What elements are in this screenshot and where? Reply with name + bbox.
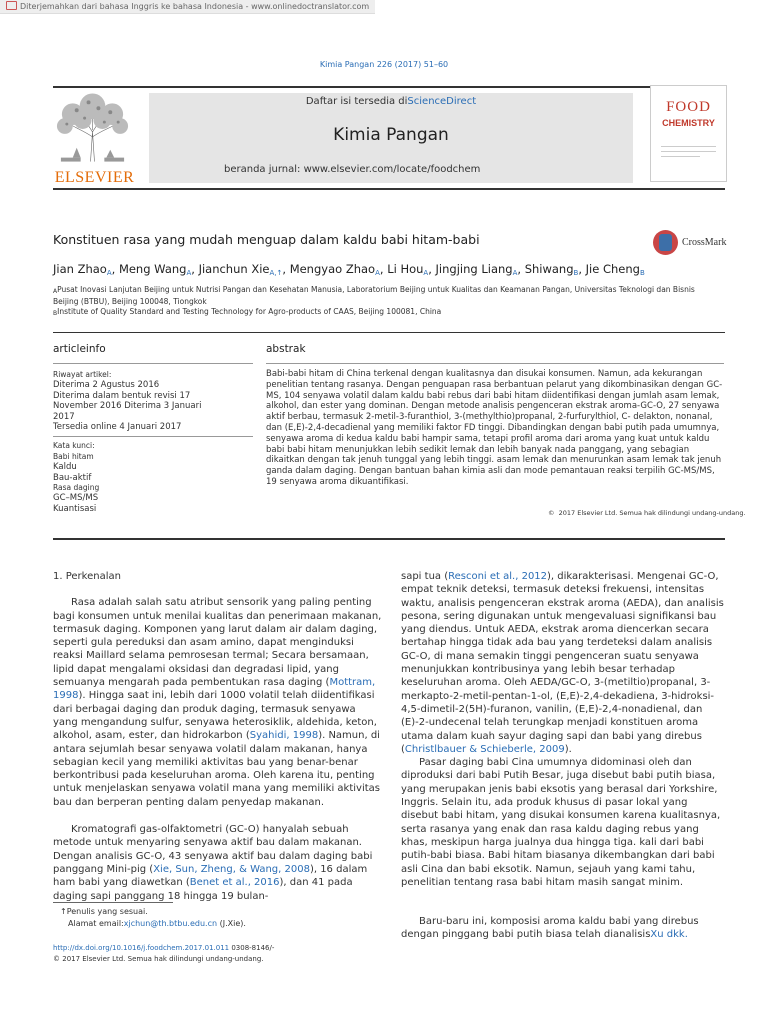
email-link[interactable]: xjchun@th.btbu.edu.cn — [123, 919, 218, 928]
reference-link[interactable]: Xie, Sun, Zheng, & Wang, 2008 — [153, 863, 310, 875]
article-title: Konstituen rasa yang mudah menguap dalam kaldu babi hitam-babi — [53, 232, 480, 247]
intro-paragraph-2: Kromatografi gas-olfaktometri (GC-O) hanyalah sebuah metode untuk menyaring senyawa aktif bau dalam makanan. Dengan analisis GC-O, 43 senyawa aktif bau dalam daging babi panggang Mini-pig (Xie, Sun, Zheng, & Wang, 2008), 16 dalam ham babi yang diawetkan (Benet et al., 2016), dan 41 pada daging sapi panggang 18 hingga 19 bulan- — [53, 824, 373, 902]
keywords-rule — [53, 436, 253, 437]
footer-copyright: © 2017 Elsevier Ltd. Semua hak dilindungi undang-undang. — [53, 955, 264, 963]
reference-link[interactable]: Syahidi, 1998 — [249, 730, 319, 742]
author[interactable]: Shiwang$_B$ — [524, 262, 579, 277]
keyword: Kuantisasi — [53, 503, 97, 514]
crossmark-icon — [653, 230, 678, 255]
keyword-list — [53, 452, 99, 514]
doi-line: http://dx.doi.org/10.1016/j.foodchem.2017.01.011 0308-8146/- — [53, 944, 275, 952]
affiliation-a: $_A$Pusat Inovasi Lanjutan Beijing untuk Nutrisi Pangan dan Kesehatan Manusia, Laboratorium Beijing untuk Kualitas dan Keamanan Pangan, Universitas Teknologi dan Bisnis Beijing (BTBU), Beijing 100048, Tiongkok — [53, 285, 695, 306]
section-heading: 1. Perkenalan — [53, 571, 121, 582]
keyword: Rasa daging — [53, 483, 100, 492]
abstract-heading: abstrak — [266, 343, 306, 355]
header-top-rule — [53, 86, 725, 88]
keyword: Babi hitam — [53, 452, 94, 461]
abstract-text: Babi-babi hitam di China terkenal dengan kualitasnya dan disukai konsumen. Namun, ada kekurangan penelitian tentang rasanya. Dengan penguapan rasa berbantuan pelarut yang dikombinasikan dengan GC-MS, 104 senyawa volatil dalam kaldu babi rebus dari babi hitam diidentifikasi dengan jumlah asam lemak, alkohol, dan ester yang dominan. Dengan metode analisis pengenceran ekstrak aroma-GC-O, 27 senyawa aktif berbau, termasuk 2-metil-3-furanthiol, 3-(methylthio)propanal, 2-furfurylthiol, C- delakton, nonanal, dan (E,E)-2,4-decadienal yang memiliki faktor FD tinggi. Dibandingkan dengan babi putih pada umumnya, senyawa aroma di kedua kaldu babi hampir sama, tetapi profil aroma dari aroma yang kuat untuk kaldu babi babi hitam menunjukkan lebih sedikit lemak dan lebih banyak nada panggang, yang sebagian dikaitkan dengan tak jenuh tunggal yang lebih tinggi. asam lemak dan menurunkan asam lemak tak jenuh ganda dalam daging. Dengan bantuan bahan kimia asli dan mode pemantauan reaksi terpilih GC-MS/MS, 19 senyawa aroma dikuantifikasi. — [266, 369, 723, 487]
footnote-rule — [53, 902, 173, 903]
abstract-bottom-rule — [53, 538, 725, 540]
banner-text: Diterjemahkan dari bahasa Inggris ke bahasa Indonesia - www.onlinedoctranslator.com — [20, 2, 370, 11]
reference-link[interactable]: Resconi et al., 2012 — [448, 571, 548, 582]
journal-citation[interactable]: Kimia Pangan 226 (2017) 51–60 — [319, 60, 449, 69]
affiliation-rule — [53, 332, 725, 333]
keyword: Bau-aktif — [53, 472, 92, 483]
author[interactable]: Jianchun Xie$_{A,↑}$ — [198, 262, 283, 277]
author[interactable]: Jingjing Liang$_A$ — [435, 262, 518, 277]
affiliation-b: $_B$Institute of Quality Standard and Testing Technology for Agro-products of CAAS, Beijing 100081, China — [53, 307, 442, 317]
keyword: Kaldu — [53, 462, 77, 472]
elsevier-tree-icon — [53, 92, 132, 164]
author[interactable]: Meng Wang$_A$ — [118, 262, 192, 277]
cover-title-food: FOOD — [666, 99, 711, 115]
author[interactable]: Jie Cheng$_B$ — [585, 262, 645, 277]
author[interactable]: Mengyao Zhao$_A$ — [289, 262, 380, 277]
intro-left-column — [53, 570, 383, 903]
article-history: Diterima 2 Agustus 2016 Diterima dalam bentuk revisi 17 November 2016 Diterima 3 Januari 2017 Tersedia online 4 Januari 2017 — [53, 380, 202, 432]
journal-header-box — [149, 93, 633, 183]
intro-right-column — [401, 570, 727, 942]
journal-title: Kimia Pangan — [333, 125, 449, 145]
intro-paragraph-3: sapi tua (Resconi et al., 2012), dikarakterisasi. Mengenai GC-O, empat teknik deteksi, termasuk deteksi frekuensi, intensitas waktu, analisis pengenceran ekstrak aroma (AEDA), dan analisis pesona, sering digunakan untuk mengevaluasi signifikansi bau yang diendus. Untuk AEDA, ekstrak aroma diencerkan secara bertahap hingga tidak ada bau yang terdeteksi dalam analisis GC-O, di mana semakin tinggi pengenceran suatu senyawa menunjukkan kontribusinya yang lebih besar terhadap keseluruhan aroma. Oleh AEDA/GC-O, 3-(metiltio)propanal, 3-merkapto-2-metil-pentan-1-ol, (E,E)-2,4-dekadiena, 3-hidroksi-4,5-dimetil-2(5H)-furanon, vanilin, (E,E)-2,4-nonadienal, dan (E)-2-undecenal telah terungkap menjadi konstituen aroma utama dalam kuah sayur daging sapi dan babi yang direbus (Christlbauer & Schieberle, 2009). — [401, 571, 724, 755]
crossmark-label: CrossMark — [682, 237, 727, 248]
reference-link[interactable]: Xu dkk. — [650, 929, 688, 941]
translation-banner[interactable] — [0, 0, 375, 14]
email-note: Alamat email:xjchun@th.btbu.edu.cn (J.Xie). — [68, 919, 246, 928]
intro-paragraph-1: Rasa adalah salah satu atribut sensorik yang paling penting bagi konsumen untuk menilai kualitas dan penerimaan makanan, termasuk daging. Komponen yang larut dalam air dalam daging, seperti gula pereduksi dan asam amino, dapat menginduksi reaksi Maillard selama pemrosesan termal; Secara bersamaan, lipid dapat mengalami oksidasi dan degradasi lipid, yang semuanya mengarah pada pembentukan rasa daging (Mottram, 1998). Hingga saat ini, lebih dari 1000 volatil telah diidentifikasi dari berbagai daging dan produk daging, termasuk senyawa yang mengandung sulfur, senyawa heterosiklik, aldehida, keton, alkohol, asam, ester, dan hidrokarbon (Syahidi, 1998). Namun, di antara sejumlah besar senyawa volatil dalam makanan, hanya sebagian kecil yang memiliki aktivitas bau yang benar-benar berkontribusi pada keseluruhan aroma. Oleh karena itu, penting untuk menjelaskan senyawa volatil mana yang memiliki aktivitas bau dan berperan penting dalam penyedap makanan. — [53, 597, 382, 808]
author[interactable]: Li Hou$_A$ — [387, 262, 429, 277]
abstract-rule — [266, 363, 724, 364]
elsevier-logo[interactable] — [53, 92, 136, 184]
contents-prefix: Daftar isi tersedia di — [305, 96, 408, 107]
cover-title-chemistry: CHEMISTRY — [662, 118, 715, 128]
abstract-copyright: © 2017 Elsevier Ltd. Semua hak dilindungi undang-undang. — [548, 509, 746, 517]
keyword: GC–MS/MS — [53, 493, 99, 503]
header-bottom-rule — [53, 188, 725, 190]
contents-line — [149, 96, 633, 107]
article-info-rule — [53, 363, 253, 364]
history-label: Riwayat artikel: — [53, 370, 112, 379]
document-icon — [6, 1, 17, 10]
reference-link[interactable]: Benet et al., 2016 — [189, 877, 280, 889]
crossmark-badge[interactable] — [653, 230, 733, 258]
sciencedirect-link[interactable]: ScienceDirect — [407, 96, 477, 107]
keywords-label: Kata kunci: — [53, 441, 95, 450]
reference-link[interactable]: Mottram, 1998 — [53, 677, 376, 702]
author[interactable]: Jian Zhao$_A$ — [53, 262, 112, 277]
cover-text-lines — [661, 146, 716, 161]
intro-paragraph-4: Pasar daging babi Cina umumnya didominasi oleh dan diproduksi dari babi Putih Besar, juga disebut babi putih biasa, yang merupakan jenis babi eksotis yang berasal dari Yorkshire, Inggris. Selain itu, ada produk khusus di pasar lokal yang disebut babi hitam, yang disukai konsumen karena kualitasnya, serta rasanya yang enak dan rasa kaldu daging rebus yang khas, meskipun harga jualnya dua hingga tiga. kali dari babi putih-babi biasa. Babi hitam biasanya dikembangkan dari babi asli Cina dan babi eksotik. Namun, sejauh yang kami tahu, penelitian tentang rasa babi hitam masih sangat minim. — [401, 757, 721, 888]
doi-link[interactable]: http://dx.doi.org/10.1016/j.foodchem.2017.01.011 — [53, 944, 230, 952]
author-list: Jian Zhao$_A$, Meng Wang$_A$, Jianchun Xie$_{A,↑}$, Mengyao Zhao$_A$, Li Hou$_A$, Jingjing Liang$_A$, Shiwang$_B$, Jie Cheng$_B$ — [53, 262, 645, 277]
journal-homepage[interactable]: beranda jurnal: www.elsevier.com/locate/foodchem — [224, 164, 481, 175]
elsevier-wordmark: ELSEVIER — [54, 169, 135, 186]
article-info-heading: articleinfo — [53, 343, 106, 355]
reference-link[interactable]: Christlbauer & Schieberle, 2009 — [404, 743, 565, 755]
intro-paragraph-5: Baru-baru ini, komposisi aroma kaldu babi yang direbus dengan pinggang babi putih biasa telah dianalisisXu dkk. — [401, 916, 699, 941]
journal-cover[interactable] — [650, 85, 727, 182]
corresponding-note: ↑Penulis yang sesuai. — [60, 907, 148, 916]
